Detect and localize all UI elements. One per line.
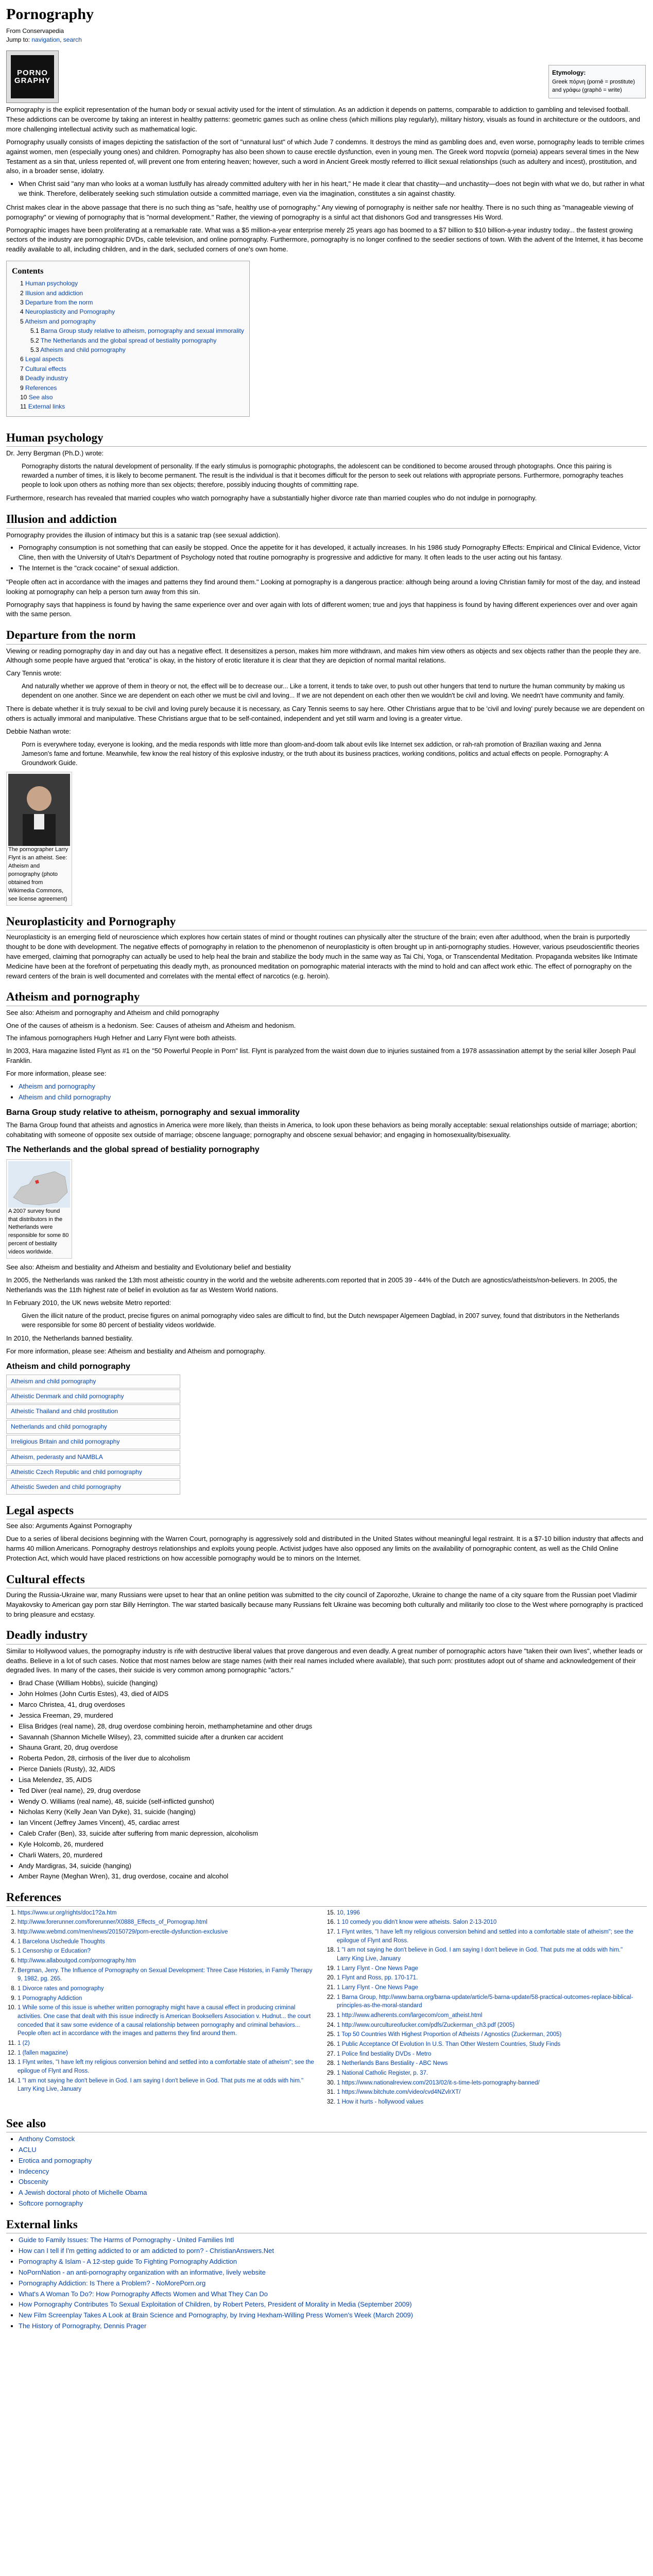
barna-paragraph: The Barna Group found that atheists and agnostics in America were more likely, than theists in America, to look upon these behaviors as being morally acceptable: sexual relationships outside of marriage; abortion; cohabitating with someone of opposite sex outside of marriage; obscene language; pornography and obscene sexual behavior; and engaging in homosexuality/bisexuality. xyxy=(6,1121,638,1139)
toc-number: 2 xyxy=(20,289,24,297)
larry-flynt-thumbnail[interactable] xyxy=(6,772,72,906)
toc-link[interactable]: See also xyxy=(28,393,53,401)
atheism-paragraph: The infamous pornographers Hugh Hefner and Larry Flynt were both atheists. xyxy=(6,1034,237,1042)
intro-paragraph-4: Pornographic images have been proliferating at a remarkable rate. What was a $5 million-a-year enterprise merely 25 years ago has boomed to a $7 billion to $10 billion-a-year industry today... the fastest growing sectors of the industry are pornographic DVDs, cable television, and online pornography. Furthermore, pornography is no longer confined to the seedier sections of town. With the advent of the Internet, it has become readily available to all, including children, and in the dark, secluded corners of one's own home. xyxy=(6,226,643,253)
norm-quote-2: Porn is everywhere today, everyone is looking, and the media responds with little more than gloom-and-doom talk about evils like Internet sex addiction, or rah-rah promotion of Brazilian waxing and Jenna Jameson's fame and fortune. Meanwhile, few know the real history of this explosive industry, or the truth about its business practices, working conditions, politics and actual effects on people. Pornography: A Groundwork Guide. xyxy=(22,740,608,767)
intro-paragraph-1: Pornography is the explicit representation of the human body or sexual activity used for the intent of stimulation. As an addiction it depends on patterns, comparable to addiction to gambling and televised football. These addictions can be overcome by taking an interest in healthy patterns: geometric games such as online chess (which millions play regularly), military history, visuals as found in architecture or the outdoors, and more challenging intellectual activity such as mathematical logic. xyxy=(6,106,641,133)
reference-item xyxy=(18,2077,315,2094)
toc-title: Contents xyxy=(12,267,44,276)
netherlands-map-thumbnail[interactable] xyxy=(6,1159,72,1259)
reference-item xyxy=(18,1994,315,2003)
reference-link[interactable]: 1 Flynt writes, "I have left my religious conversion behind and settled into a comfortable state of atheism"; see the epilogue of Flynt and Ross. xyxy=(18,2059,314,2075)
external-link-item xyxy=(19,2257,647,2267)
section-heading-illusion: Illusion and addiction xyxy=(6,511,647,528)
toc-item xyxy=(20,374,244,383)
toc-number: 5 xyxy=(20,317,24,325)
reference-item xyxy=(18,2039,315,2048)
section-heading-see-also: See also xyxy=(6,2115,647,2132)
see-also-link[interactable]: Softcore pornography xyxy=(19,2199,83,2208)
toc-item xyxy=(20,289,244,298)
section-heading-neuroplasticity: Neuroplasticity and Pornography xyxy=(6,913,647,930)
netherlands-paragraph: In February 2010, the UK news website Metro reported: xyxy=(6,1298,171,1307)
illusion-intro: Pornography provides the illusion of intimacy but this is a satanic trap (see sexual addiction). xyxy=(6,531,280,539)
external-links-list xyxy=(19,2235,647,2331)
toc-link[interactable]: Neuroplasticity and Pornography xyxy=(25,308,115,316)
deadly-list-item: • Ted Diver (real name), 29, drug overdose xyxy=(19,1786,647,1796)
toc-number: 10 xyxy=(20,393,27,401)
thumbnail-caption: The pornographer Larry Flynt is an atheist. See: Atheism and pornography (photo obtained from Wikimedia Commons, see license agreement) xyxy=(8,846,68,902)
external-link-item xyxy=(19,2311,647,2320)
illusion-paragraph: "People often act in accordance with the images and patterns they find around them." Looking at pornography is a dangerous practice: although being around a loving Christian family for most of the day, and instead looking at pornography can help a person turn away from this sin. xyxy=(6,578,641,596)
child-link[interactable]: Atheistic Denmark and child pornography xyxy=(11,1393,124,1400)
reference-item xyxy=(337,1993,634,2010)
deadly-list-item: • Elisa Bridges (real name), 28, drug overdose combining heroin, methamphetamine and other drugs xyxy=(19,1722,647,1732)
toc-link[interactable]: Legal aspects xyxy=(25,355,64,363)
toc-link[interactable]: Human psychology xyxy=(25,280,78,287)
toc-item xyxy=(20,355,244,364)
child-link-boxes xyxy=(6,1375,647,1495)
reference-item xyxy=(337,1909,634,1918)
toc-item xyxy=(20,365,244,374)
external-link[interactable]: New Film Screenplay Takes A Look at Brain Science and Pornography, by Irving Hexham-Willing Press Women's Week (March 2009) xyxy=(19,2311,413,2319)
reference-link[interactable]: 1 Public Acceptance Of Evolution In U.S. Than Other Western Countries, Study Finds xyxy=(337,2041,561,2048)
reference-item xyxy=(337,2021,634,2030)
page-title: Pornography xyxy=(6,6,94,23)
section-heading-deadly: Deadly industry xyxy=(6,1626,647,1644)
external-link[interactable]: How can I tell if I'm getting addicted to or am addicted to porn? - ChristianAnswers.Net xyxy=(19,2247,274,2255)
atheism-more-info: For more information, please see: xyxy=(6,1069,107,1077)
reference-link[interactable]: http://www.allaboutgod.com/pornography.htm xyxy=(18,1958,136,1964)
reference-link[interactable]: 1 Top 50 Countries With Highest Proportion of Atheists / Agnostics (Zuckerman, 2005) xyxy=(337,2031,562,2038)
deadly-list-item: • Jessica Freeman, 29, murdered xyxy=(19,1711,647,1721)
deadly-list-item: • Charli Waters, 20, murdered xyxy=(19,1851,647,1860)
intro-quote-list xyxy=(19,179,647,199)
reference-link[interactable]: 1 (fallen magazine) xyxy=(18,2049,68,2056)
toc-item xyxy=(20,317,244,355)
references-list-left xyxy=(18,1909,315,2094)
reference-link[interactable]: 1 "I am not saying he don't believe in God. I am saying I don't believe in God. That puts me at odds with him." Larry King Live, January xyxy=(337,1947,623,1962)
see-also-link[interactable]: A Jewish doctoral photo of Michelle Obama xyxy=(19,2189,147,2197)
toc-number: 9 xyxy=(20,384,24,392)
legal-paragraph: Due to a series of liberal decisions beginning with the Warren Court, pornography is aggressively sold and distributed in the United States without meaningful legal restraint. It is a $7-10 billion industry that affects and harms 40 million Americans. Pornography destroys relationships and exploits young people. Activist judges have also opposed any limits on the availability of pornographic content, as well as the Child Online Protection Act, which would have placed restrictions on how accessible pornography would be to minors on the Internet. xyxy=(6,1535,644,1562)
site-subtitle: From Conservapedia xyxy=(6,27,64,35)
psych-intro: Dr. Jerry Bergman (Ph.D.) wrote: xyxy=(6,449,104,457)
see-also-link[interactable]: ACLU xyxy=(19,2145,37,2154)
subsection-heading-barna: Barna Group study relative to atheism, pornography and sexual immorality xyxy=(6,1108,300,1117)
toc-link[interactable]: References xyxy=(25,384,57,392)
toc-link[interactable]: Atheism and pornography xyxy=(25,317,96,325)
toc-item xyxy=(20,393,244,402)
section-heading-departure: Departure from the norm xyxy=(6,626,647,644)
external-link-item xyxy=(19,2268,647,2278)
child-link[interactable]: Netherlands and child pornography xyxy=(11,1422,107,1430)
reference-item xyxy=(18,1967,315,1984)
list-item xyxy=(19,1093,647,1103)
see-also-link[interactable]: Anthony Comstock xyxy=(19,2135,75,2143)
europe-map-image xyxy=(8,1161,70,1208)
toc-number: 1 xyxy=(20,280,24,287)
reference-link[interactable]: https://www.ur.org/rights/doc1?2a.htm xyxy=(18,1909,117,1916)
toc-item xyxy=(20,279,244,288)
article-page xyxy=(0,3,653,2576)
reference-item xyxy=(337,2030,634,2039)
child-link[interactable]: Atheistic Sweden and child pornography xyxy=(11,1483,122,1491)
reference-link[interactable]: 1 (2) xyxy=(18,2040,30,2047)
external-link-item xyxy=(19,2279,647,2289)
reference-link[interactable]: 1 Censorship or Education? xyxy=(18,1948,91,1955)
deadly-list-item: • Wendy O. Williams (real name), 48, suicide (self-inflicted gunshot) xyxy=(19,1797,647,1807)
atheism-link[interactable]: Atheism and child pornography xyxy=(19,1093,111,1101)
intro-paragraph-3: Christ makes clear in the above passage that there is no such thing as "safe, healthy use of pornography." Any viewing of pornography is neither safe nor healthy. There is no such thing as "manageable viewing of pornography" or viewing of pornography that is "normal development." Rather, the viewing of pornography is a sinful act that dishonors God and transgresses His Word. xyxy=(6,203,633,221)
external-link[interactable]: Guide to Family Issues: The Harms of Pornography - United Families Intl xyxy=(19,2236,234,2244)
toc-link[interactable]: Atheism and child pornography xyxy=(40,346,126,354)
see-also-link[interactable]: Erotica and pornography xyxy=(19,2156,92,2164)
netherlands-more-info: For more information, please see: Atheism and bestiality and Atheism and pornography. xyxy=(6,1347,266,1355)
reference-link[interactable]: 1 Netherlands Bans Bestiality - ABC News xyxy=(337,2060,448,2067)
reference-item xyxy=(337,2011,634,2020)
reference-link[interactable]: 1 Flynt writes, "I have left my religious conversion behind and settled into a comfortable state of atheism"; see the epilogue of Flynt and Ross. xyxy=(337,1929,633,1944)
cultural-paragraph: During the Russia-Ukraine war, many Russians were upset to hear that an online petition was submitted to the city council of Zaporozhe, Ukraine to change the name of a city square from the Russian poet Vladimir Mayakovsky to American gay porn star Billy Herrington. The war started basically because many Russians felt Ukraine was becoming both culturally and militarily too close to the West where pornography is practiced to bring pleasure and ecstasy. xyxy=(6,1590,643,1618)
deadly-list-item: • Savannah (Shannon Michelle Wilsey), 23, committed suicide after a drunken car accident xyxy=(19,1733,647,1742)
netherlands-paragraph: In 2010, the Netherlands banned bestiality. xyxy=(6,1334,133,1342)
reference-item xyxy=(337,1928,634,1945)
reference-item xyxy=(18,1985,315,1993)
section-heading-cultural: Cultural effects xyxy=(6,1571,647,1588)
reference-item xyxy=(337,2050,634,2059)
atheism-paragraph: In 2003, Hara magazine listed Flynt as #1 on the "50 Powerful People in Porn" list. Flynt is paralyzed from the waist down due to injuries sustained from a 1978 assassination attempt by the serial killer Joseph Paul Franklin. xyxy=(6,1047,636,1065)
toc-number: 5.2 xyxy=(30,336,39,344)
reference-link[interactable]: 1 http://www.ourcultureofucker.com/pdfs/Zuckerman_ch3.pdf (2005) xyxy=(337,2022,515,2028)
references-list-right xyxy=(337,1909,634,2107)
toc-link[interactable]: Illusion and addiction xyxy=(25,289,83,297)
reference-link[interactable]: Bergman, Jerry. The Influence of Pornography on Sexual Development: Three Case Histories, in Family Therapy 9, 1982, pg. 265. xyxy=(18,1967,313,1982)
reference-item xyxy=(18,1918,315,1927)
reference-item xyxy=(337,2079,634,2088)
reference-item xyxy=(337,2088,634,2097)
illusion-list-item: • The Internet is the "crack cocaine" of sexual addiction. xyxy=(19,564,647,573)
subsection-heading-netherlands: The Netherlands and the global spread of bestiality pornography xyxy=(6,1145,260,1155)
reference-link[interactable]: 1 Barna Group, http://www.barna.org/barna-update/article/5-barna-update/58-practical-outcomes-replace-biblical-principles-as-the-moral-standard xyxy=(337,1994,633,2009)
reference-item xyxy=(337,2040,634,2049)
legal-see-also: See also: Arguments Against Pornography xyxy=(6,1522,132,1530)
reference-item xyxy=(337,1984,634,1992)
atheism-paragraph: One of the causes of atheism is a hedonism. See: Causes of atheism and Atheism and hedonism. xyxy=(6,1021,296,1029)
external-link[interactable]: The History of Pornography, Dennis Prager xyxy=(19,2322,147,2330)
toc-number: 7 xyxy=(20,365,24,372)
toc-link[interactable]: Deadly industry xyxy=(25,375,68,382)
external-link[interactable]: NoPornNation - an anti-pornography organization with an informative, lively website xyxy=(19,2268,266,2276)
child-link[interactable]: Atheistic Thailand and child prostitution xyxy=(11,1408,118,1415)
section-heading-references: References xyxy=(6,1889,647,1906)
reference-item xyxy=(337,1964,634,1973)
pornography-logo-image[interactable] xyxy=(6,50,59,103)
map-caption: A 2007 survey found that distributors in the Netherlands were responsible for some 80 percent of bestiality videos worldwide. xyxy=(8,1208,69,1256)
toc-list xyxy=(12,279,244,411)
see-also-item xyxy=(19,2199,647,2209)
toc-link[interactable]: External links xyxy=(28,403,65,411)
netherlands-quote: Given the illicit nature of the product, precise figures on animal pornography video sales are difficult to find, but the Dutch newspaper Algemeen Dagblad, in 2007 survey, found that distributors in the Netherlands were responsible for some 80 percent of bestiality videos worldwide. xyxy=(22,1312,620,1329)
see-also-item xyxy=(19,2145,647,2155)
deadly-list-item: • Andy Mardigras, 34, suicide (hanging) xyxy=(19,1861,647,1871)
reference-item xyxy=(18,1957,315,1965)
toc-item xyxy=(30,346,244,354)
child-link-box xyxy=(6,1420,180,1434)
norm-cary-tennis: Cary Tennis wrote: xyxy=(6,669,62,677)
subsection-heading-child: Atheism and child pornography xyxy=(6,1362,130,1371)
toc-number: 4 xyxy=(20,308,24,316)
section-heading-external-links: External links xyxy=(6,2216,647,2233)
deadly-list-item: • Amber Rayne (Meghan Wren), 31, drug overdose, cocaine and alcohol xyxy=(19,1872,647,1882)
reference-link[interactable]: 1 Barcelona Uschedule Thoughts xyxy=(18,1938,105,1945)
etymology-box xyxy=(548,65,646,98)
deadly-list-item: • Kyle Holcomb, 26, murdered xyxy=(19,1840,647,1850)
neuro-paragraph: Neuroplasticity is an emerging field of neuroscience which explores how certain states of mind or thought routines can physically alter the structure of the brain; even after adulthood, when the brain is purportedly thought to be done with development. The negative effects of pornography in relation to the phenomenon of neuroplasticity is often brought up in anti-pornography studies. However, various pseudoscientific theories have emerged, claiming that pornography can actually be used to help heal the brain and stabilize the body much in the same way as Tai Chi, Yoga, or Transcendental Meditation. Propaganda websites like Intimate Medicine have been at the forefront of perpetuating this deadly myth, as pronounced meditation on pornographic material interacts with the mind to hold and can affect work ethic. The effect of pornography on the reward centers of the brain is well documented and correlates with the mental effect of narcotics (e.g. heroin). xyxy=(6,933,640,980)
toc-link[interactable]: Cultural effects xyxy=(25,365,66,372)
child-link-box xyxy=(6,1465,180,1479)
toc-link[interactable]: The Netherlands and the global spread of bestiality pornography xyxy=(40,336,217,344)
toc-link[interactable]: Departure from the norm xyxy=(25,299,93,307)
reference-link[interactable]: 1 "I am not saying he don't believe in God. I am saying I don't believe in God. That puts me at odds with him." Larry King Live, January xyxy=(18,2077,304,2093)
toc-item xyxy=(30,327,244,335)
reference-link[interactable]: 10, 1996 xyxy=(337,1909,360,1916)
child-link-box xyxy=(6,1404,180,1418)
toc-number: 3 xyxy=(20,299,24,307)
reference-link[interactable]: http://www.forerunner.com/forerunner/X0888_Effects_of_Pornograp.html xyxy=(18,1919,208,1926)
reference-link[interactable]: 1 Larry Flynt - One News Page xyxy=(337,1985,418,1991)
list-item xyxy=(19,1082,647,1092)
external-link[interactable]: Pornography Addiction: Is There a Problem? - NoMorePorn.org xyxy=(19,2279,206,2287)
deadly-list-item: • Ian Vincent (Jeffrey James Vincent), 45, cardiac arrest xyxy=(19,1818,647,1828)
external-link[interactable]: What's A Woman To Do?: How Pornography Affects Women and What They Can Do xyxy=(19,2290,268,2298)
illusion-paragraph: Pornography says that happiness is found by having the same experience over and over again with lots of different women; true and joys that happiness is found by having different experiences over and over again with the same person. xyxy=(6,600,638,618)
see-also-item xyxy=(19,2177,647,2187)
norm-paragraph: Viewing or reading pornography day in and day out has a negative effect. It desensitizes a person, makes him more withdrawn, and makes him view others as objects and sex objects rather than the people they are. Although some people have argued that "erotica" is okay, in the history of erotic literature it is clear that they are depiction of normal marital relations. xyxy=(6,647,641,665)
toc-number: 6 xyxy=(20,355,24,363)
logo-line-1: PORNO xyxy=(16,69,48,78)
deadly-list-item: • John Holmes (John Curtis Estes), 43, died of AIDS xyxy=(19,1689,647,1699)
child-link[interactable]: Irreligious Britain and child pornography xyxy=(11,1438,120,1446)
child-link-box xyxy=(6,1450,180,1464)
jump-separator: , xyxy=(60,36,63,43)
reference-link[interactable]: 1 Police find bestiality DVDs - Metro xyxy=(337,2050,432,2057)
deadly-list-item: • Caleb Crafer (Ben), 33, suicide after suffering from manic depression, alcoholism xyxy=(19,1829,647,1839)
deadly-list-item: • Brad Chase (William Hobbs), suicide (hanging) xyxy=(19,1679,647,1688)
table-of-contents xyxy=(6,261,250,417)
logo-line-2: GRAPHY xyxy=(14,76,51,86)
toc-item xyxy=(20,298,244,307)
section-heading-human-psychology: Human psychology xyxy=(6,429,647,447)
external-link-item xyxy=(19,2300,647,2310)
deadly-list-item: • Roberta Pedon, 28, cirrhosis of the liver due to alcoholism xyxy=(19,1754,647,1764)
external-link-item xyxy=(19,2321,647,2331)
section-heading-legal: Legal aspects xyxy=(6,1502,647,1519)
toc-item xyxy=(20,384,244,393)
deadly-list-item: • Marco Christea, 41, drug overdoses xyxy=(19,1700,647,1710)
see-also-item xyxy=(19,2167,647,2177)
deadly-list xyxy=(19,1679,647,1882)
reference-link[interactable]: 1 Larry Flynt - One News Page xyxy=(337,1965,418,1972)
reference-link[interactable]: 1 How it hurts - hollywood values xyxy=(337,2099,424,2106)
external-link-item xyxy=(19,2246,647,2256)
atheism-link[interactable]: Atheism and pornography xyxy=(19,1082,95,1090)
toc-number: 5.1 xyxy=(30,327,39,335)
intro-quote: • When Christ said "any man who looks at a woman lustfully has already committed adultery with her in his heart," He made it clear that chastity—and unchastity—does not begin with what we do, but rather in what we think. Therefore, deliberately seeking such stimulation outside a committed marriage, even via the imagination, constitutes a sin against chastity. xyxy=(19,179,647,199)
external-link[interactable]: Pornography & Islam - A 12-step guide To Fighting Pornography Addiction xyxy=(19,2258,237,2266)
illusion-list xyxy=(19,543,647,573)
toc-item xyxy=(30,336,244,345)
child-link-box xyxy=(6,1375,180,1388)
reference-item xyxy=(18,1928,315,1937)
norm-paragraph-2: There is debate whether it is truly sexual to be civil and loving purely because it is necessary, as Cary Tennis seems to say here. Other Christians argue that to be 'civil and loving' purely because we are dependent on others is actually immoral and manipulative. These Christians argue that to be self-contained, independent and yet still warm and loving is a greater virtue. xyxy=(6,705,645,723)
psych-quote: Pornography distorts the natural development of personality. If the early stimulus is pornographic photographs, the adolescent can be conditioned to become aroused through photographs. Once this pairing is rewarded a number of times, it is likely to become permanent. The result is the individual is that it becomes difficult for the person to seek out relations with appropriate persons. Furthermore, pornography teaches people to look upon others as nothing more than sex objects; therefore, possibly inducing thoughts of committing rape. xyxy=(22,462,624,489)
reference-item xyxy=(18,1909,315,1918)
reference-link[interactable]: http://www.webmd.com/men/news/20150729/porn-erectile-dysfunction-exclusive xyxy=(18,1929,228,1935)
child-link[interactable]: Atheism and child pornography xyxy=(11,1377,96,1385)
psych-paragraph: Furthermore, research has revealed that married couples who watch pornography have a substantially higher divorce rate than married couples who do not indulge in pornography. xyxy=(6,494,537,502)
jump-navigation-link[interactable]: navigation xyxy=(31,36,60,43)
see-also-item xyxy=(19,2134,647,2144)
reference-item xyxy=(337,2069,634,2078)
toc-number: 5.3 xyxy=(30,346,39,354)
reference-link[interactable]: 1 Pornography Addiction xyxy=(18,1995,82,2002)
toc-item xyxy=(20,402,244,411)
external-link-item xyxy=(19,2235,647,2245)
larry-flynt-photo xyxy=(8,774,70,846)
netherlands-paragraph: In 2005, the Netherlands was ranked the 13th most atheistic country in the world and the website adherents.com reported that in 2005 39 - 44% of the Dutch are agnostics/atheists/non-believers. In 2005, the Netherlands was the 11th highest rate of belief in evolution as far as Western World nations. xyxy=(6,1276,617,1294)
jump-to-label: Jump to: xyxy=(6,36,30,43)
intro-paragraph-2: Pornography usually consists of images depicting the satisfaction of the sort of "unnatural lust" of which Jude 7 condemns. It destroys the mind as gambling does and, even worse, pornography leads to terrible crimes against women, men (especially young ones) and children. Pornography has also been shown to cause erectile dysfunction, even in young men. The Greek word πορνεία (porneia) appears several times in the New Testament as a sin that, unless repented of, will prevent one from entering heaven; however, such a word in Ancient Greek mostly referred to illicit sexual relationships (such as adultery and incest), prostitution, and also, in a broader sense, idolatry. xyxy=(6,138,645,175)
jump-links xyxy=(6,36,647,44)
toc-item xyxy=(20,308,244,316)
reference-item xyxy=(18,2049,315,2058)
reference-item xyxy=(337,1974,634,1982)
toc-sublist xyxy=(20,327,244,354)
references-columns xyxy=(6,1909,647,2108)
see-also-list xyxy=(19,2134,647,2209)
deadly-list-item: • Pierce Daniels (Rusty), 32, AIDS xyxy=(19,1765,647,1774)
external-link[interactable]: How Pornography Contributes To Sexual Exploitation of Children, by Robert Peters, President of Morality in Media (September 2009) xyxy=(19,2300,412,2309)
reference-item xyxy=(18,2004,315,2038)
see-also-item xyxy=(19,2188,647,2198)
child-link[interactable]: Atheistic Czech Republic and child pornography xyxy=(11,1468,142,1476)
reference-link[interactable]: 1 10 comedy you didn't know were atheists. Salon 2-13-2010 xyxy=(337,1919,497,1926)
toc-number: 11 xyxy=(20,403,27,411)
etymology-heading: Etymology: xyxy=(552,69,586,76)
reference-link[interactable]: 1 https://www.bitchute.com/video/cvd4NZvlrXT/ xyxy=(337,2089,461,2096)
child-link-box xyxy=(6,1435,180,1449)
etymology-text: Greek πόρνη (pornē = prostitute) and γράφω (graphō = write) xyxy=(552,79,635,94)
deadly-list-item: • Nicholas Kerry (Kelly Jean Van Dyke), 31, suicide (hanging) xyxy=(19,1807,647,1817)
deadly-paragraph: Similar to Hollywood values, the pornography industry is rife with destructive liberal values that prove dangerous and even deadly. A great number of pornographic actors have "taken their own lives", whether leads or deaths. Believe in a lot of such cases. Notice that most names below are stage names (with their real names included where available), that such porn: prostitutes adopt out of shame and acknowledgement of their degraded lives. In many of the cases, their suicide is very common among pornographic "actors." xyxy=(6,1647,643,1674)
section-heading-atheism: Atheism and pornography xyxy=(6,988,647,1006)
child-link-box xyxy=(6,1480,180,1494)
reference-link[interactable]: 1 https://www.nationalreview.com/2013/02/it-s-time-lets-pornography-banned/ xyxy=(337,2079,540,2086)
reference-link[interactable]: 1 http://www.adherents.com/largecom/com_atheist.html xyxy=(337,2012,483,2019)
reference-link[interactable]: 1 National Catholic Register, p. 37. xyxy=(337,2070,428,2077)
see-also-link[interactable]: Indecency xyxy=(19,2167,49,2175)
reference-item xyxy=(337,2059,634,2068)
external-link-item xyxy=(19,2290,647,2299)
reference-item xyxy=(337,2098,634,2107)
deadly-list-item: • Shauna Grant, 20, drug overdose xyxy=(19,1743,647,1753)
see-also-item xyxy=(19,2156,647,2166)
jump-search-link[interactable]: search xyxy=(63,36,82,43)
reference-item xyxy=(337,1946,634,1963)
toc-number: 8 xyxy=(20,375,24,382)
deadly-list-item: • Lisa Melendez, 35, AIDS xyxy=(19,1775,647,1785)
reference-link[interactable]: 1 Flynt and Ross, pp. 170-171. xyxy=(337,1975,418,1981)
see-also-link[interactable]: Obscenity xyxy=(19,2178,48,2186)
reference-link[interactable]: 1 While some of this issue is whether written pornography might have a causal effect in producing criminal activities. One case that dealt with this issue indirectly is American Booksellers Association v. Hudnut... the court conceded that it saw some evidence of a causal relationship between pornography and criminal behaviors... People often act in accordance with the images and patterns they find around them. xyxy=(18,2005,311,2037)
norm-quote-1: And naturally whether we approve of them in theory or not, the effect will be to decrease our... Like a torrent, it tends to take over, to push out other hungers that tend to nurture the human community by making us dependent on one another. Since we are dependent on each other we must be civil and loving... If we are not dependent on each other then we wouldn't be civil and loving. We needn't have community and family. xyxy=(22,683,625,700)
atheism-see-also: See also: Atheism and pornography and Atheism and child pornography xyxy=(6,1008,219,1016)
reference-item xyxy=(337,1918,634,1927)
atheism-link-list xyxy=(19,1082,647,1103)
reference-item xyxy=(18,1938,315,1946)
reference-item xyxy=(18,2058,315,2075)
toc-link[interactable]: Barna Group study relative to atheism, pornography and sexual immorality xyxy=(41,327,244,335)
child-link-box xyxy=(6,1389,180,1403)
child-link[interactable]: Atheism, pederasty and NAMBLA xyxy=(11,1453,103,1461)
norm-debbie-nathan: Debbie Nathan wrote: xyxy=(6,727,71,736)
netherlands-see-also: See also: Atheism and bestiality and Atheism and bestiality and Evolutionary belief and bestiality xyxy=(6,1263,291,1272)
reference-link[interactable]: 1 Divorce rates and pornography xyxy=(18,1986,104,1992)
reference-item xyxy=(18,1947,315,1956)
illusion-list-item: • Pornography consumption is not something that can easily be stopped. Once the appetite for it has developed, it actually increases. In his 1986 study Pornography Effects: Empirical and Clinical Evidence, Victor Cline, then with the University of Utah's Department of Psychology noted that routine pornography is progressive and addictive for many. It often leads to the user acting out his fantasy. xyxy=(19,543,647,563)
